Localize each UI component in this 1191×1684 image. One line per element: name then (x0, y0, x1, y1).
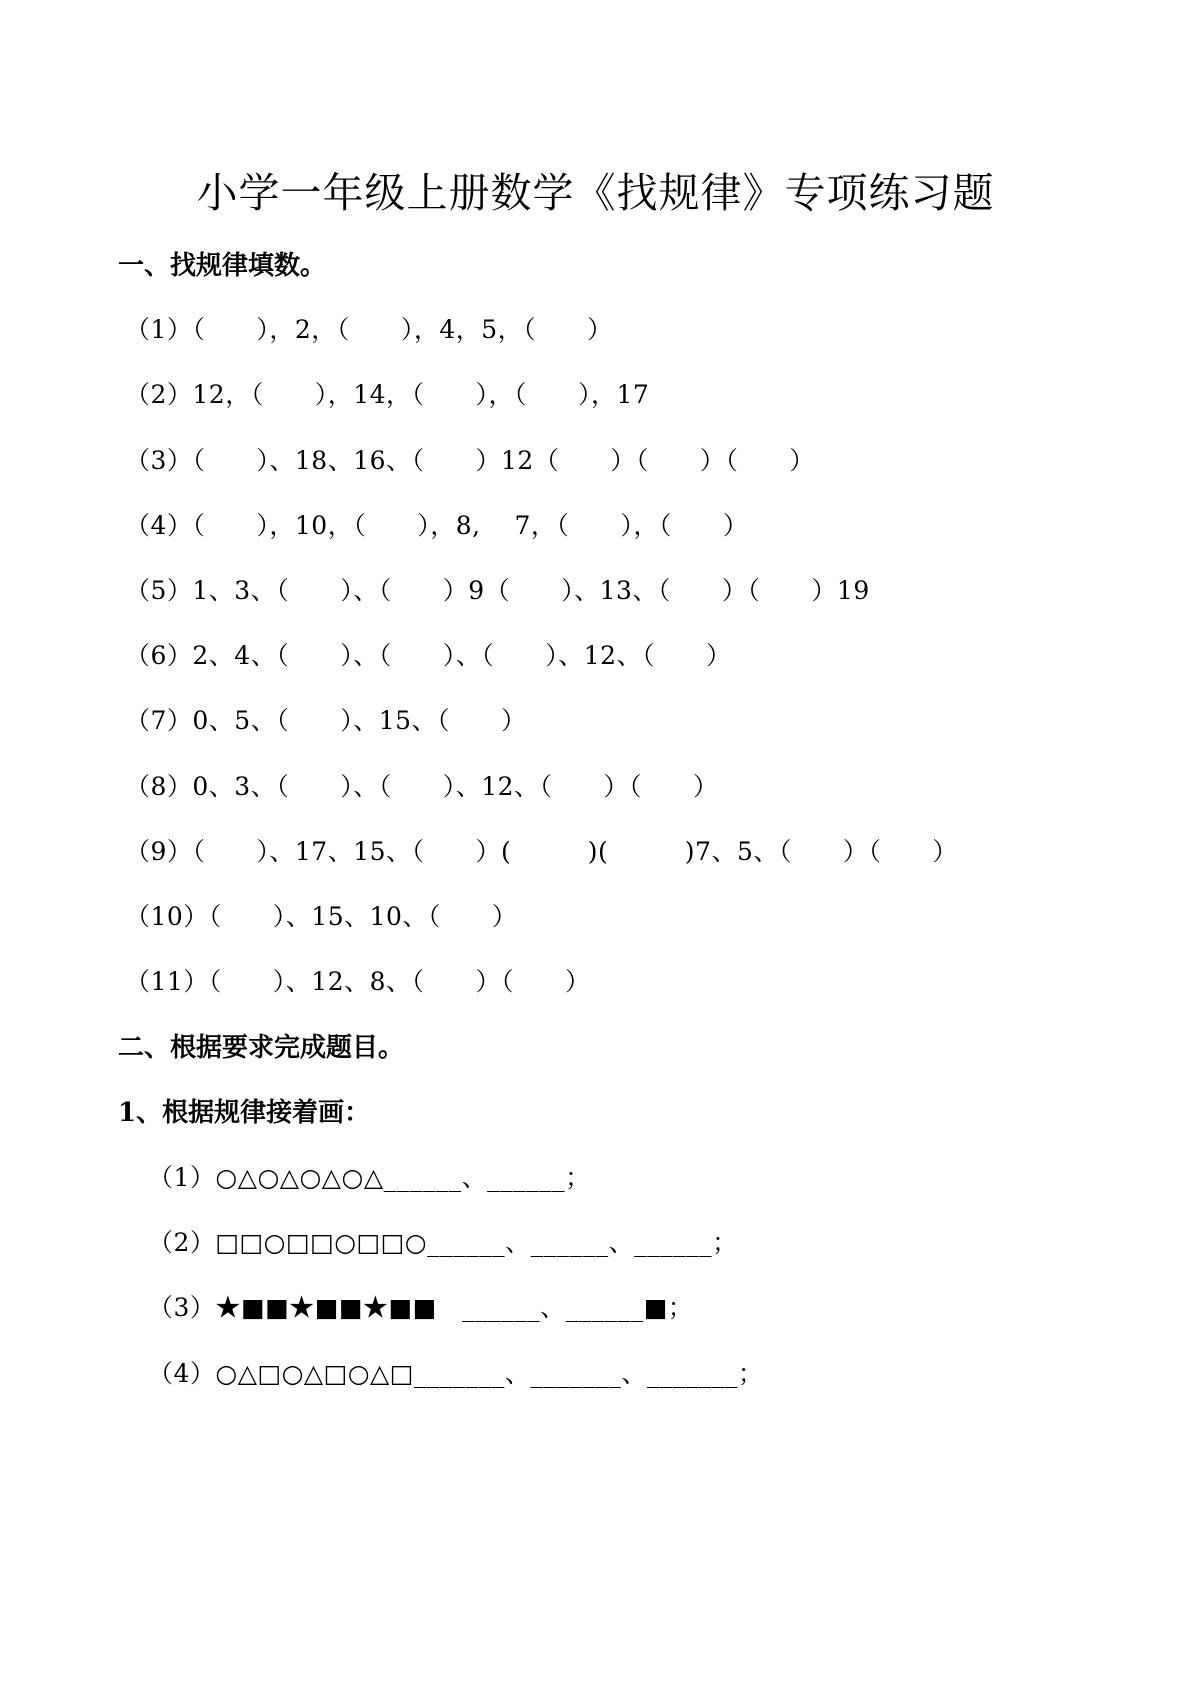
question-7: （7）0、5、（ ）、15、（ ） (125, 706, 527, 735)
section-1-heading: 一、找规律填数。 (118, 251, 327, 281)
question-5: （5）1、3、（ ）、（ ）9（ ）、13、（ ）（ ）19 (125, 576, 870, 605)
question-4: （4）（ ），10，（ ），8, 7，（ ），（ ） (125, 511, 749, 540)
pattern-question-4: （4）○△□○△□○△□_______、_______、_______； (148, 1359, 764, 1388)
question-6: （6）2、4、（ ）、（ ）、（ ）、12、（ ） (125, 641, 732, 670)
pattern-question-2: （2）□□○□□○□□○______、______、______； (148, 1228, 738, 1257)
pattern-question-1: （1）○△○△○△○△______、______； (148, 1163, 591, 1192)
page-title: 小学一年级上册数学《找规律》专项练习题 (196, 169, 995, 217)
question-2: （2）12，（ ），14，（ ），（ ），17 (125, 380, 650, 409)
question-1: （1）（ ），2，（ ），4，5，（ ） (125, 315, 613, 344)
question-9: （9）（ ）、17、15、（ ）( )( )7、5、（ ）（ ） (125, 837, 958, 866)
question-8: （8）0、3、（ ）、（ ）、12、（ ）（ ） (125, 772, 719, 801)
section-2-subheading: 1、根据规律接着画： (118, 1098, 371, 1128)
question-10: （10）（ ）、15、10、（ ） (125, 902, 518, 931)
question-11: （11）（ ）、12、8、（ ）（ ） (125, 967, 591, 996)
section-2-heading: 二、根据要求完成题目。 (118, 1033, 405, 1063)
question-3: （3）（ ）、18、16、（ ）12（ ）（ ）（ ） (125, 446, 815, 475)
pattern-question-3: （3）★■■★■■★■■ ______、______■； (148, 1293, 694, 1322)
